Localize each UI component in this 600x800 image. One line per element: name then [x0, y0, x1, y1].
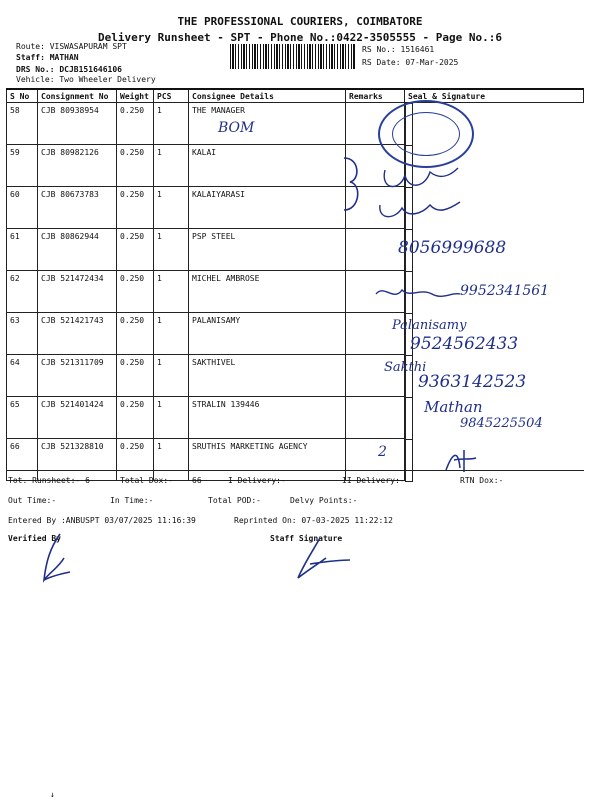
- cell-details: SRUTHIS MARKETING AGENCY: [189, 439, 346, 481]
- cell-sno: 64: [7, 355, 38, 397]
- cell-cons: CJB 521328810: [38, 439, 117, 481]
- staff-signature-mark: [290, 534, 360, 584]
- cell-sno: 60: [7, 187, 38, 229]
- handwritten-phone-5: 9845225504: [460, 416, 543, 431]
- handwritten-phone-4: 9363142523: [418, 372, 527, 392]
- ii-delivery: II Delivery:-: [342, 476, 405, 485]
- cell-pcs: 1: [154, 313, 189, 355]
- cell-weight: 0.250: [117, 355, 154, 397]
- total-dox-value: 66: [192, 476, 202, 485]
- cell-remarks: [346, 397, 405, 439]
- page-mark: ↓: [50, 790, 55, 799]
- verifier-signature: [30, 528, 90, 588]
- handwritten-phone-2: 9952341561: [460, 283, 550, 299]
- table-header-row: [7, 89, 584, 103]
- cell-seal-signature: [405, 439, 413, 482]
- table-row: [7, 439, 584, 481]
- cell-pcs: 1: [154, 103, 189, 145]
- verified-by-label: Verified By: [8, 534, 61, 543]
- cell-weight: 0.250: [117, 397, 154, 439]
- col-remarks: Remarks: [346, 89, 405, 103]
- cell-cons: CJB 80862944: [38, 229, 117, 271]
- cell-details: PALANISAMY: [189, 313, 346, 355]
- cell-details: THE MANAGER: [189, 103, 346, 145]
- cell-seal-signature: [405, 397, 413, 440]
- total-dox-label: Total Dox:-: [120, 476, 173, 485]
- cell-pcs: 1: [154, 229, 189, 271]
- cell-cons: CJB 521311709: [38, 355, 117, 397]
- handwritten-phone-3: 9524562433: [410, 334, 519, 354]
- cell-details: SAKTHIVEL: [189, 355, 346, 397]
- cell-weight: 0.250: [117, 271, 154, 313]
- handwritten-name-palanisamy: Palanisamy: [392, 318, 467, 333]
- tot-runsheet: Tot. Runsheet:- 6: [8, 476, 90, 485]
- handwritten-name-sakthi: Sakthi: [384, 360, 427, 375]
- cell-cons: CJB 521472434: [38, 271, 117, 313]
- cell-pcs: 1: [154, 397, 189, 439]
- barcode: [230, 44, 356, 69]
- cell-cons: CJB 80673783: [38, 187, 117, 229]
- col-consignment: Consignment No: [38, 89, 117, 103]
- col-sno: S No: [7, 89, 38, 103]
- handwritten-signature-kalai: [330, 150, 470, 230]
- cell-pcs: 1: [154, 439, 189, 481]
- cell-sno: 62: [7, 271, 38, 313]
- cell-weight: 0.250: [117, 313, 154, 355]
- cell-remarks: [346, 229, 405, 271]
- cell-weight: 0.250: [117, 187, 154, 229]
- cell-sno: 58: [7, 103, 38, 145]
- route-label: Route: VISWASAPURAM SPT: [16, 42, 127, 51]
- cell-details: MICHEL AMBROSE: [189, 271, 346, 313]
- cell-details: KALAIYARASI: [189, 187, 346, 229]
- cell-cons: CJB 80982126: [38, 145, 117, 187]
- reprinted-on: Reprinted On: 07-03-2025 11:22:12: [234, 516, 393, 525]
- cell-weight: 0.250: [117, 439, 154, 481]
- cell-weight: 0.250: [117, 145, 154, 187]
- out-time: Out Time:-: [8, 496, 57, 505]
- cell-pcs: 1: [154, 187, 189, 229]
- col-details: Consignee Details: [189, 89, 346, 103]
- handwritten-signature-michel: [372, 280, 462, 304]
- footer-separator: [6, 470, 584, 471]
- drs-number: DRS No.: DCJB151646106: [16, 65, 122, 74]
- handwritten-digit: 2: [378, 444, 387, 460]
- rtn-dox: RTN Dox:-: [460, 476, 504, 485]
- runsheet-subtitle: Delivery Runsheet - SPT - Phone No.:0422-3505555 - Page No.:6: [98, 31, 502, 44]
- cell-details: PSP STEEL: [189, 229, 346, 271]
- vehicle-label: Vehicle: Two Wheeler Delivery: [16, 75, 156, 84]
- table-row: [7, 103, 584, 145]
- cell-sno: 59: [7, 145, 38, 187]
- cell-pcs: 1: [154, 355, 189, 397]
- entered-by: Entered By :ANBUSPT 03/07/2025 11:16:39: [8, 516, 196, 525]
- in-time: In Time:-: [110, 496, 154, 505]
- rs-date: RS Date: 07-Mar-2025: [362, 58, 459, 67]
- cell-sno: 66: [7, 439, 38, 481]
- delvy-points: Delvy Points:-: [290, 496, 358, 505]
- cell-sno: 61: [7, 229, 38, 271]
- cell-details: STRALIN 139446: [189, 397, 346, 439]
- cell-pcs: 1: [154, 271, 189, 313]
- cell-cons: CJB 80938954: [38, 103, 117, 145]
- table-row: [7, 187, 584, 229]
- cell-cons: CJB 521401424: [38, 397, 117, 439]
- cell-weight: 0.250: [117, 229, 154, 271]
- total-pod: Total POD:-: [208, 496, 261, 505]
- rs-number: RS No.: 1516461: [362, 45, 435, 54]
- table-row: [7, 145, 584, 187]
- col-seal-signature: Seal & Signature: [405, 89, 584, 103]
- col-weight: Weight: [117, 89, 154, 103]
- cell-sno: 63: [7, 313, 38, 355]
- company-title: THE PROFESSIONAL COURIERS, COIMBATORE: [177, 15, 423, 28]
- staff-label: Staff: MATHAN: [16, 53, 79, 62]
- cell-sno: 65: [7, 397, 38, 439]
- cell-weight: 0.250: [117, 103, 154, 145]
- handwritten-name-mathan: Mathan: [424, 398, 483, 416]
- col-pcs: PCS: [154, 89, 189, 103]
- handwritten-bom: BOM: [218, 120, 255, 136]
- cell-cons: CJB 521421743: [38, 313, 117, 355]
- cell-details: KALAI: [189, 145, 346, 187]
- cell-pcs: 1: [154, 145, 189, 187]
- cell-remarks: [346, 439, 405, 481]
- staff-signature-label: Staff Signature: [270, 534, 343, 543]
- handwritten-phone-1: 8056999688: [398, 238, 507, 258]
- i-delivery: I Delivery:-: [228, 476, 286, 485]
